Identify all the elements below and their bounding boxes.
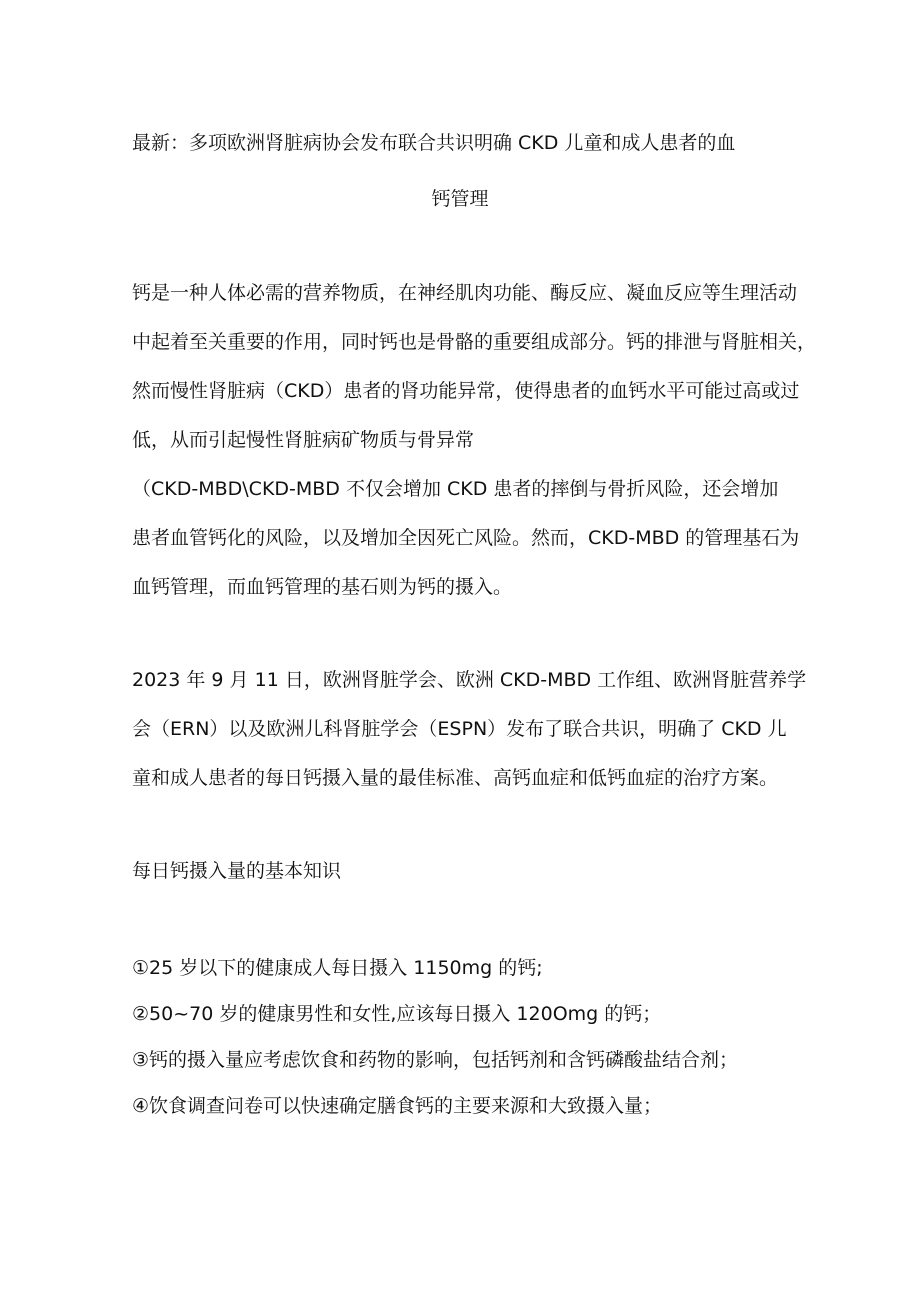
list-item: ③钙的摄入量应考虑饮食和药物的影响，包括钙剂和含钙磷酸盐结合剂； [132, 1049, 739, 1071]
calcium-intake-list [132, 945, 738, 1129]
paragraph-intro-line: 低，从而引起慢性肾脏病矿物质与骨异常 [132, 429, 475, 451]
paragraph-intro [132, 269, 817, 612]
paragraph-intro-line: 患者血管钙化的风险，以及增加全因死亡风险。然而，CKD-MBD 的管理基石为 [132, 527, 800, 549]
paragraph-intro-line: （CKD-MBD\CKD-MBD 不仅会增加 CKD 患者的摔倒与骨折风险，还会增加 [132, 478, 779, 500]
list-item: ④饮食调查问卷可以快速确定膳食钙的主要来源和大致摄入量； [132, 1095, 663, 1117]
paragraph-intro-line: 血钙管理，而血钙管理的基石则为钙的摄入。 [132, 576, 513, 598]
paragraph-consensus-line: 会（ERN）以及欧洲儿科肾脏学会（ESPN）发布了联合共识，明确了 CKD 儿 [132, 718, 787, 740]
list-item: ①25 岁以下的健康成人每日摄入 1150mg 的钙; [132, 957, 543, 979]
paragraph-intro-line: 钙是一种人体必需的营养物质，在神经肌肉功能、酶反应、凝血反应等生理活动 [132, 282, 798, 304]
list-item: ②50~70 岁的健康男性和女性,应该每日摄入 120Omg 的钙； [132, 1003, 662, 1025]
paragraph-intro-line: 中起着至关重要的作用，同时钙也是骨骼的重要组成部分。钙的排泄与肾脏相关， [132, 331, 817, 353]
paragraph-consensus-line: 童和成人患者的每日钙摄入量的最佳标准、高钙血症和低钙血症的治疗方案。 [132, 767, 779, 789]
section-heading: 每日钙摄入量的基本知识 [132, 860, 342, 882]
document-title-line-1: 最新：多项欧洲肾脏病协会发布联合共识明确 CKD 儿童和成人患者的血 [132, 132, 736, 154]
paragraph-consensus [132, 656, 812, 803]
paragraph-consensus-line: 2023 年 9 月 11 日，欧洲肾脏学会、欧洲 CKD-MBD 工作组、欧洲肾脏营养学 [132, 669, 807, 691]
document-title-line-2: 钙管理 [431, 188, 489, 210]
paragraph-intro-line: 然而慢性肾脏病（CKD）患者的肾功能异常，使得患者的血钙水平可能过高或过 [132, 380, 800, 402]
